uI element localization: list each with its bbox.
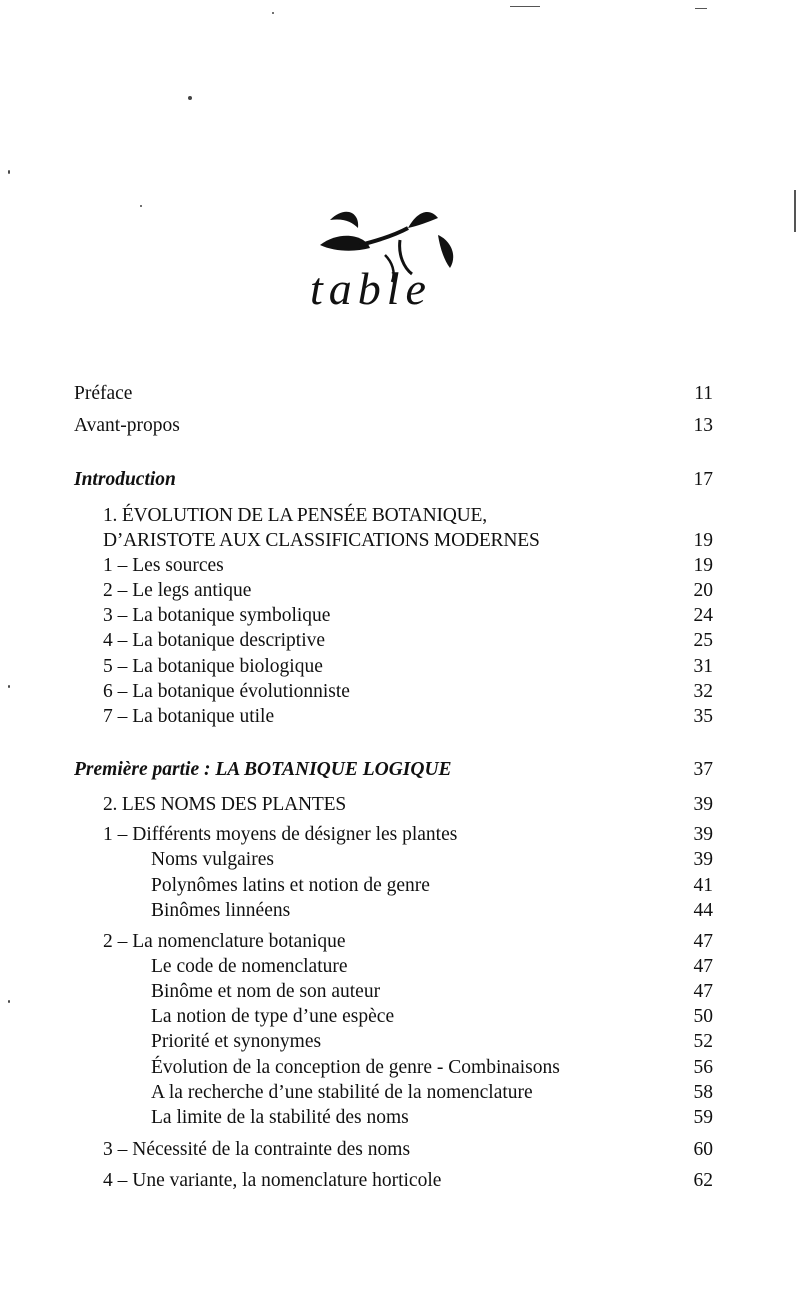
- toc-entry: [0, 1080, 800, 1106]
- toc-entry-page: 52: [693, 1031, 713, 1052]
- toc-entry: [0, 929, 800, 955]
- scan-speck: [188, 96, 192, 100]
- scan-edge-mark: [510, 6, 540, 7]
- toc-entry-page: 35: [693, 706, 713, 727]
- toc-entry: [0, 898, 800, 924]
- toc-entry-label: 1 – Différents moyens de désigner les plantes: [103, 824, 458, 845]
- scan-speck: [140, 205, 142, 207]
- toc-entry: [0, 679, 800, 705]
- toc-entry: [0, 954, 800, 980]
- toc-entry-page: 25: [693, 630, 713, 651]
- toc-entry: [0, 873, 800, 899]
- toc-entry-label: Avant-propos: [74, 415, 180, 436]
- toc-entry-label: Binôme et nom de son auteur: [151, 981, 381, 1002]
- toc-entry: [0, 628, 800, 654]
- toc-chapter-heading: [0, 792, 800, 818]
- toc-entry-page: 11: [694, 383, 713, 404]
- toc-entry-page: 17: [693, 469, 713, 490]
- toc-entry-label: 4 – La botanique descriptive: [103, 630, 326, 651]
- toc-entry: [0, 1055, 800, 1081]
- toc-entry-label: Introduction: [74, 469, 176, 490]
- toc-entry-label: Noms vulgaires: [151, 849, 274, 870]
- toc-entry: [0, 1168, 800, 1194]
- toc-entry-page: 31: [693, 656, 713, 677]
- toc-chapter-heading: [0, 528, 800, 554]
- scan-edge-mark: [695, 8, 707, 9]
- toc-entry: [0, 979, 800, 1005]
- toc-entry-page: 39: [693, 849, 713, 870]
- toc-entry-label: 3 – Nécessité de la contrainte des noms: [103, 1139, 411, 1160]
- toc-entry-label: Le code de nomenclature: [151, 956, 348, 977]
- toc-entry-label: Première partie : LA BOTANIQUE LOGIQUE: [74, 759, 452, 780]
- toc-entry: [0, 1004, 800, 1030]
- scan-edge-mark: [794, 190, 796, 232]
- toc-entry-label: Évolution de la conception de genre - Combinaisons: [151, 1057, 560, 1078]
- toc-entry: [0, 413, 800, 439]
- toc-entry: [0, 654, 800, 680]
- toc-entry-label: 1. ÉVOLUTION DE LA PENSÉE BOTANIQUE,: [103, 505, 487, 526]
- toc-entry: [0, 704, 800, 730]
- toc-entry-page: 60: [693, 1139, 713, 1160]
- toc-entry-label: Priorité et synonymes: [151, 1031, 322, 1052]
- toc-entry: [0, 847, 800, 873]
- toc-chapter-heading: [0, 503, 800, 529]
- toc-entry-page: 39: [693, 824, 713, 845]
- toc-entry: [0, 603, 800, 629]
- toc-entry-page: 39: [693, 794, 713, 815]
- toc-entry-label: Polynômes latins et notion de genre: [151, 875, 430, 896]
- toc-entry-label: Binômes linnéens: [151, 900, 291, 921]
- toc-entry-page: 44: [693, 900, 713, 921]
- toc-entry-label: Préface: [74, 383, 133, 404]
- toc-entry: [0, 1105, 800, 1131]
- toc-section-heading: [0, 757, 800, 783]
- toc-entry-label: 2. LES NOMS DES PLANTES: [103, 794, 346, 815]
- toc-entry-page: 19: [693, 555, 713, 576]
- toc-entry: [0, 381, 800, 407]
- toc-entry-page: 58: [693, 1082, 713, 1103]
- toc-entry-page: 56: [693, 1057, 713, 1078]
- scan-speck: [8, 1000, 10, 1003]
- page-title: table: [310, 263, 432, 314]
- toc-entry-page: 41: [693, 875, 713, 896]
- toc-entry: [0, 1029, 800, 1055]
- toc-entry-label: 1 – Les sources: [103, 555, 224, 576]
- toc-entry: [0, 553, 800, 579]
- toc-entry: [0, 1137, 800, 1163]
- toc-entry-label: 2 – Le legs antique: [103, 580, 252, 601]
- scan-speck: [272, 12, 274, 14]
- toc-entry-page: 19: [693, 530, 713, 551]
- toc-entry: [0, 578, 800, 604]
- toc-entry: [0, 822, 800, 848]
- toc-entry-page: 47: [693, 931, 713, 952]
- toc-entry-page: 47: [693, 956, 713, 977]
- toc-entry-label: 3 – La botanique symbolique: [103, 605, 331, 626]
- toc-entry-page: 32: [693, 681, 713, 702]
- scan-speck: [8, 685, 10, 688]
- toc-entry-page: 50: [693, 1006, 713, 1027]
- toc-entry-label: La limite de la stabilité des noms: [151, 1107, 409, 1128]
- toc-entry-label: D’ARISTOTE AUX CLASSIFICATIONS MODERNES: [103, 530, 540, 551]
- toc-entry-label: La notion de type d’une espèce: [151, 1006, 395, 1027]
- toc-entry-label: 5 – La botanique biologique: [103, 656, 323, 677]
- toc-entry-label: 6 – La botanique évolutionniste: [103, 681, 350, 702]
- toc-entry-label: 7 – La botanique utile: [103, 706, 275, 727]
- toc-entry-page: 20: [693, 580, 713, 601]
- toc-entry-label: A la recherche d’une stabilité de la nomenclature: [151, 1082, 533, 1103]
- toc-section-heading: [0, 467, 800, 493]
- toc-entry-label: 2 – La nomenclature botanique: [103, 931, 346, 952]
- toc-entry-page: 24: [693, 605, 713, 626]
- toc-entry-page: 62: [693, 1170, 713, 1191]
- scan-speck: [8, 170, 10, 174]
- toc-entry-page: 59: [693, 1107, 713, 1128]
- toc-entry-page: 37: [693, 759, 713, 780]
- toc-entry-page: 13: [693, 415, 713, 436]
- toc-entry-page: 47: [693, 981, 713, 1002]
- toc-entry-label: 4 – Une variante, la nomenclature horticole: [103, 1170, 442, 1191]
